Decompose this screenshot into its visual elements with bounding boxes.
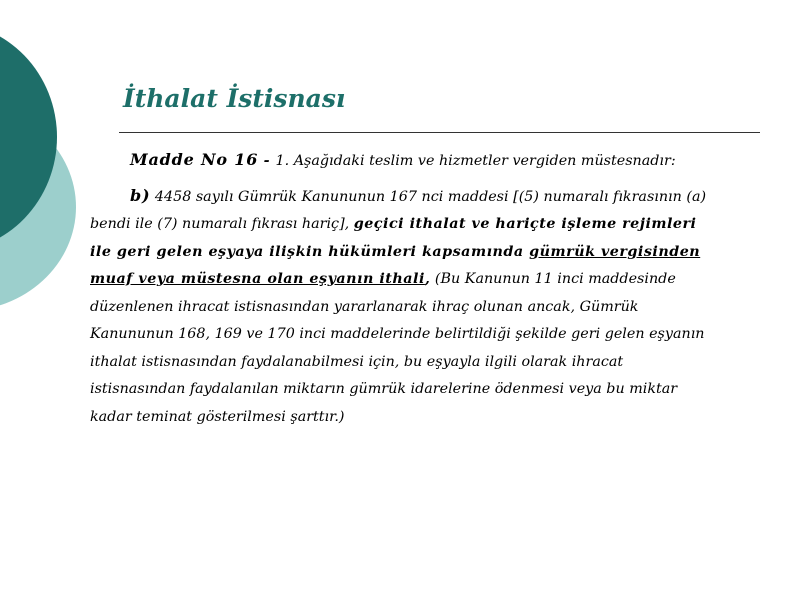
item-b-outro: (Bu Kanunun 11 inci maddesinde düzenlenen ihracat istisnasından yararlanarak ihraç olunan ancak, Gümrük Kanununun 168, 169 ve 170 inci maddelerinde belirtildiği şekilde geri gelen eşyanın ithalat istisnasından faydalanabilmesi için, bu eşyayla ilgili olarak ihracat istisnasından faydalanılan miktarın gümrük idarelerine ödenmesi veya bu miktar kadar teminat gösterilmesi şarttır.) xyxy=(90,271,705,425)
item-b-underlined-text: gümrük vergisinden muaf veya müstesna olan eşyanın ithali xyxy=(90,243,701,287)
madde-label: Madde No 16 xyxy=(130,150,259,169)
item-b-bold-text: geçici ithalat ve hariçte işleme rejimleri ile geri gelen eşyaya ilişkin hükümleri kapsamında xyxy=(90,216,697,260)
madde-text: 1. Aşağıdaki teslim ve hizmetler vergiden müstesnadır: xyxy=(275,153,676,169)
slide-title: İthalat İstisnası xyxy=(123,84,346,113)
paragraph-item-b xyxy=(90,182,718,432)
paragraph-madde xyxy=(90,146,718,176)
madde-separator: - xyxy=(258,153,276,169)
item-b-intro: 4458 sayılı Gümrük Kanununun 167 nci maddesi [(5) numaralı fıkrasının (a) bendi ile (7) numaralı fıkrası hariç], xyxy=(90,188,707,232)
title-divider xyxy=(119,132,760,133)
item-b-label: b) xyxy=(130,185,151,205)
slide-body xyxy=(90,146,718,431)
item-b-comma: , xyxy=(424,271,431,287)
